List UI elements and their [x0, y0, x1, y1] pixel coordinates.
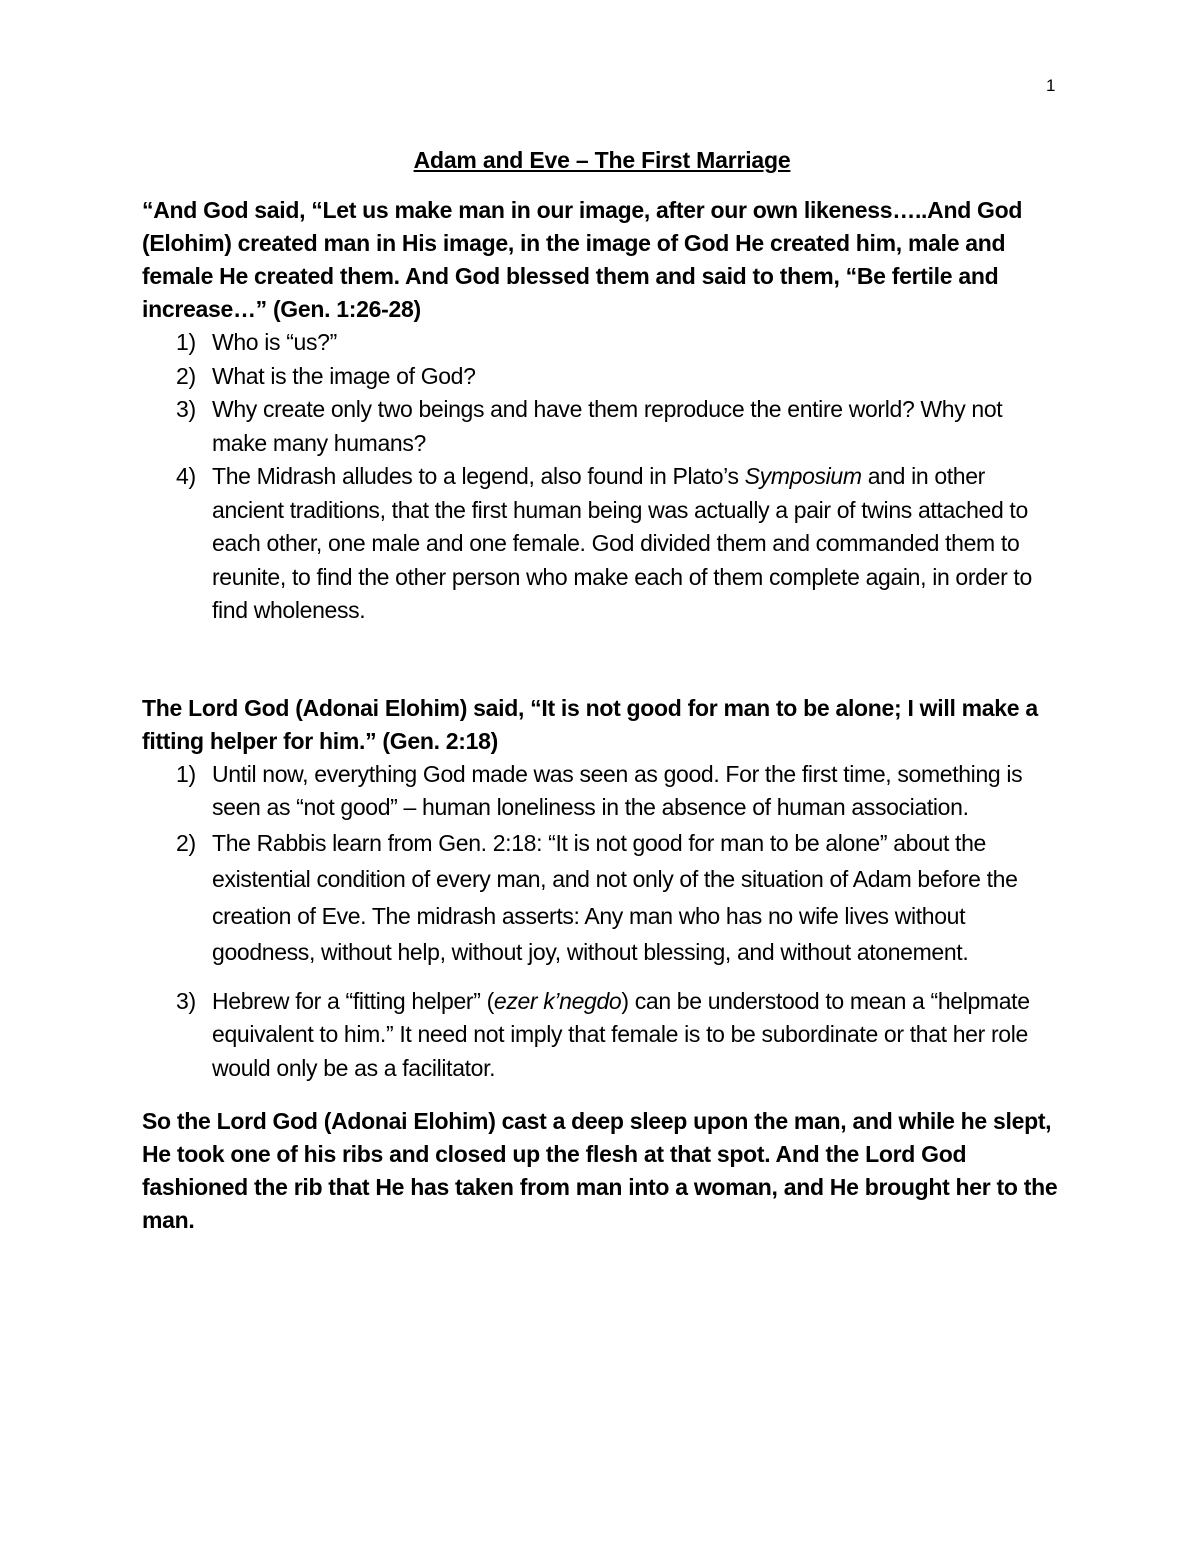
question-list-1	[142, 326, 1062, 628]
page-number: 1	[1046, 76, 1056, 95]
list-number: 3)	[176, 987, 196, 1014]
list-item	[142, 985, 1062, 1086]
list-item-text: What is the image of God?	[212, 362, 476, 389]
list-item	[142, 326, 1062, 360]
list-number: 1)	[176, 760, 196, 787]
list-item	[142, 360, 1062, 394]
genesis-quote-3: So the Lord God (Adonai Elohim) cast a deep sleep upon the man, and while he slept, He took one of his ribs and closed up the flesh at that spot. And the Lord God fashioned the rib that He has taken from man into a woman, and He brought her to the man.	[142, 1108, 1058, 1233]
list-item	[142, 758, 1062, 825]
list-item-text-start: Hebrew for a “fitting helper” (	[212, 987, 494, 1014]
list-item-text: Until now, everything God made was seen as good. For the first time, something is seen as “not good” – human loneliness in the absence of human association.	[212, 760, 1023, 820]
list-item	[142, 393, 1062, 460]
document-body	[142, 144, 1062, 1237]
genesis-quote-2: The Lord God (Adonai Elohim) said, “It is not good for man to be alone; I will make a fitting helper for him.” (Gen. 2:18)	[142, 694, 1038, 754]
question-list-2	[142, 758, 1062, 1086]
list-item-text: Why create only two beings and have them reproduce the entire world? Why not make many humans?	[212, 396, 1003, 456]
list-item-text-end: ) can be understood to mean a “helpmate equivalent to him.” It need not imply that female is to be subordinate or that her role would only be as a facilitator.	[212, 987, 1030, 1081]
list-number: 2)	[176, 362, 196, 389]
list-number: 1)	[176, 329, 196, 355]
genesis-quote-1: “And God said, “Let us make man in our image, after our own likeness…..And God (Elohim) created man in His image, in the image of God He created him, male and female He created them. And God blessed them and said to them, “Be fertile and increase…” (Gen. 1:26-28)	[142, 197, 1023, 322]
list-item-text: The Rabbis learn from Gen. 2:18: “It is not good for man to be alone” about the existential condition of every man, and not only of the situation of Adam before the creation of Eve. The midrash asserts: Any man who has no wife lives without goodness, without help, without joy, without blessing, and without atonement.	[212, 829, 1018, 965]
list-item	[142, 460, 1062, 628]
hebrew-term-italic: ezer k’negdo	[493, 987, 622, 1014]
book-title-italic: Symposium	[744, 463, 862, 489]
list-item-text: Who is “us?”	[212, 329, 337, 355]
list-item-text-end: and in other ancient traditions, that the first human being was actually a pair of twins attached to each other, one male and one female. God divided them and commanded them to reunite, to find the other person who make each of them complete again, in order to find wholeness.	[212, 463, 1032, 623]
page-title: Adam and Eve – The First Marriage	[413, 147, 791, 173]
list-item	[142, 825, 1062, 971]
list-number: 3)	[176, 396, 196, 422]
list-number: 4)	[176, 463, 196, 489]
list-number: 2)	[176, 829, 196, 856]
list-item-text-start: The Midrash alludes to a legend, also found in Plato’s	[212, 463, 745, 489]
